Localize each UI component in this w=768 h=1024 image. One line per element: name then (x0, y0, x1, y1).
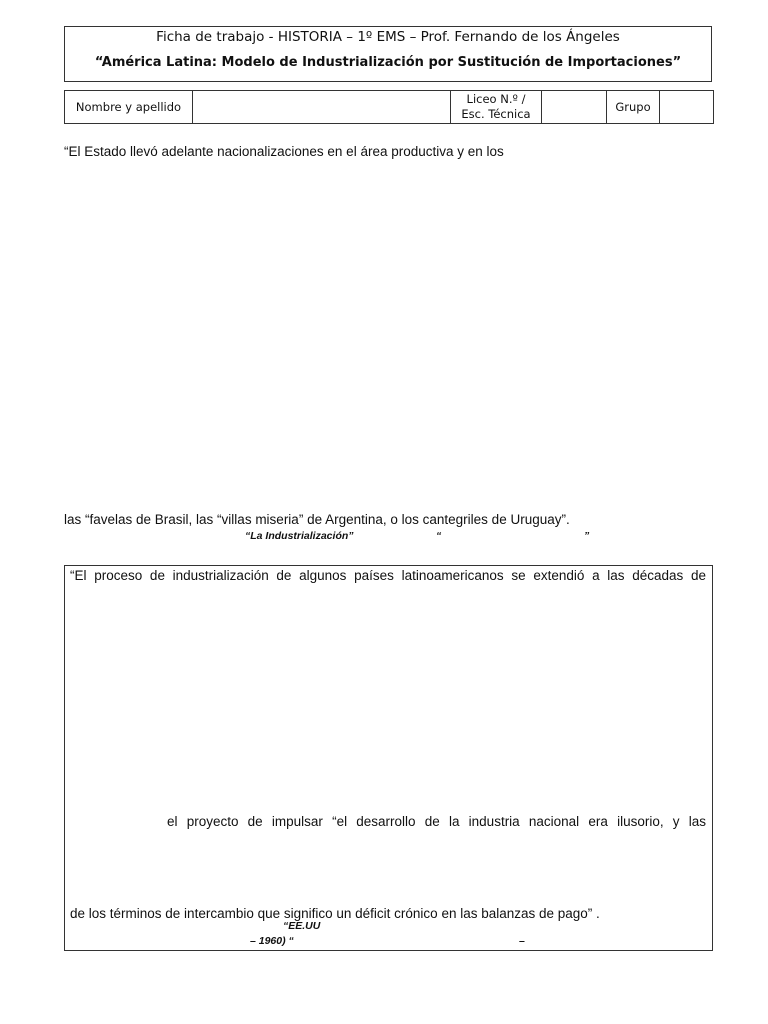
paragraph-favelas: las “favelas de Brasil, las “villas miseria” de Argentina, o los cantegriles de Uruguay”. (64, 512, 570, 527)
quote-box (64, 565, 713, 951)
caption-industrializacion: “La Industrialización” (245, 530, 354, 542)
worksheet-title: Ficha de trabajo - HISTORIA – 1º EMS – Prof. Fernando de los Ángeles (156, 29, 620, 45)
header-box (64, 26, 712, 82)
grupo-field[interactable] (660, 91, 714, 124)
caption-close-quote: ” (584, 530, 590, 542)
caption-eeuu: “EE.UU (283, 920, 321, 932)
student-info-table (64, 90, 714, 124)
paragraph-nationalizations: “El Estado llevó adelante nacionalizaciones en el área productiva y en los (64, 144, 504, 159)
caption-years: – 1960) “ (250, 935, 294, 947)
liceo-label-line2: Esc. Técnica (461, 107, 531, 121)
name-field[interactable] (193, 91, 451, 124)
quote-line-process: “El proceso de industrialización de algunos países latinoamericanos se extendió a las décadas de (70, 568, 706, 583)
grupo-label: Grupo (607, 91, 660, 124)
liceo-label-line1: Liceo N.º / (466, 92, 526, 106)
caption-open-quote: “ (436, 530, 442, 542)
caption-dash: – (519, 935, 525, 947)
quote-line-terms: de los términos de intercambio que significo un déficit crónico en las balanzas de pago” . (70, 906, 600, 921)
name-label: Nombre y apellido (65, 91, 193, 124)
liceo-label (451, 91, 542, 124)
liceo-field[interactable] (542, 91, 607, 124)
worksheet-subtitle: “América Latina: Modelo de Industrialización por Sustitución de Importaciones” (94, 55, 682, 70)
quote-line-project: el proyecto de impulsar “el desarrollo de la industria nacional era ilusorio, y las (167, 814, 706, 829)
